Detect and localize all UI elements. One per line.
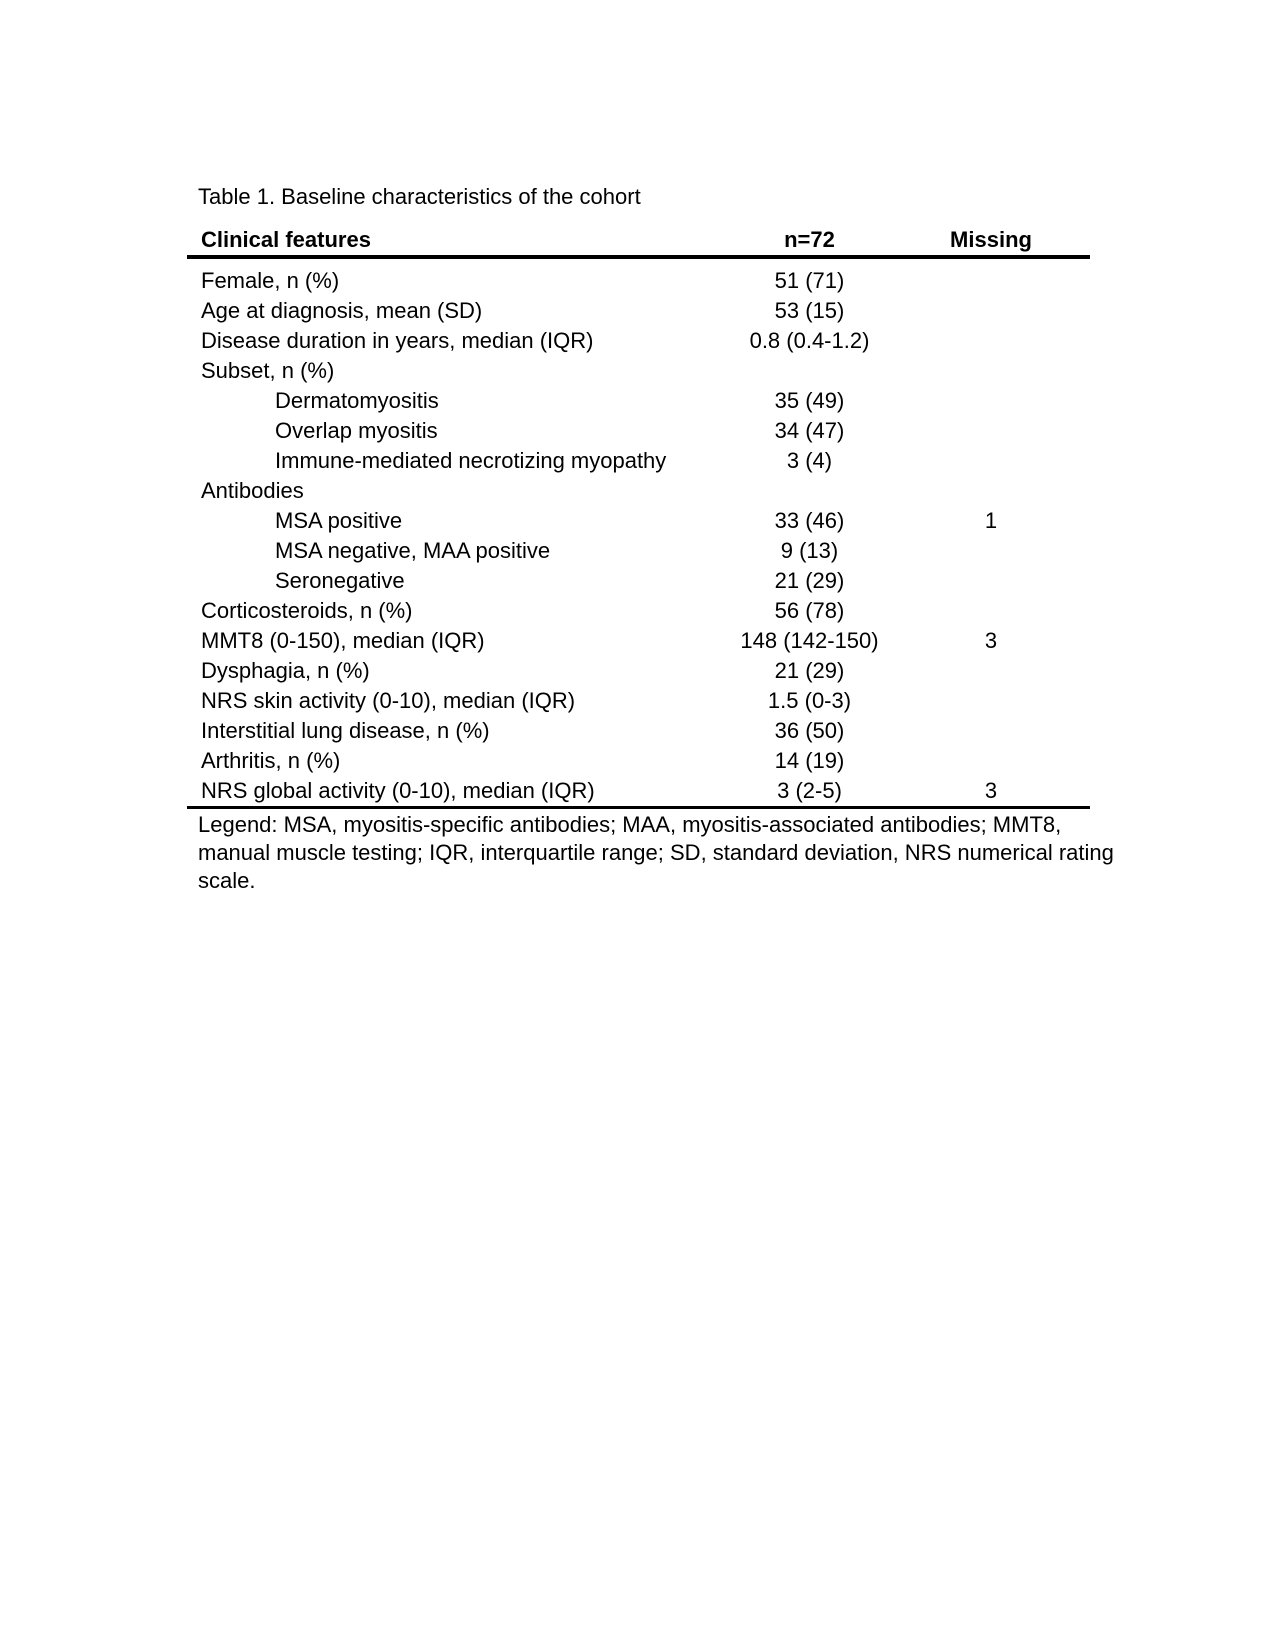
row-value: 35 (49) bbox=[774, 388, 845, 413]
row-missing bbox=[912, 259, 1090, 296]
table-row bbox=[187, 506, 1090, 536]
document-content bbox=[187, 182, 1114, 895]
table-row bbox=[187, 446, 1090, 476]
table-caption: Table 1. Baseline characteristics of the cohort bbox=[198, 184, 641, 209]
table-row bbox=[187, 536, 1090, 566]
row-missing bbox=[912, 656, 1090, 686]
table-row bbox=[187, 626, 1090, 656]
row-missing bbox=[912, 386, 1090, 416]
row-missing bbox=[912, 356, 1090, 386]
row-value: 0.8 (0.4-1.2) bbox=[749, 328, 870, 353]
row-missing: 3 bbox=[984, 628, 998, 653]
row-label: Disease duration in years, median (IQR) bbox=[201, 328, 594, 353]
row-missing bbox=[912, 416, 1090, 446]
row-label: MMT8 (0-150), median (IQR) bbox=[201, 628, 485, 653]
legend-line-3: scale. bbox=[198, 868, 256, 893]
row-value: 3 (4) bbox=[786, 448, 833, 473]
row-label: Overlap myositis bbox=[275, 418, 438, 443]
row-label: Corticosteroids, n (%) bbox=[201, 598, 413, 623]
row-label: Immune-mediated necrotizing myopathy bbox=[275, 448, 667, 473]
row-value bbox=[707, 356, 912, 386]
row-value: 3 (2-5) bbox=[707, 776, 912, 809]
row-value: 21 (29) bbox=[774, 568, 845, 593]
row-value: 53 (15) bbox=[774, 298, 845, 323]
column-header-clinical-features: Clinical features bbox=[187, 225, 707, 259]
table-row bbox=[187, 716, 1090, 746]
row-missing bbox=[912, 716, 1090, 746]
baseline-characteristics-table bbox=[187, 225, 1090, 809]
row-missing bbox=[912, 686, 1090, 716]
row-missing bbox=[912, 596, 1090, 626]
table-body bbox=[187, 259, 1090, 809]
row-missing bbox=[912, 746, 1090, 776]
legend-line-2: manual muscle testing; IQR, interquartile range; SD, standard deviation, NRS numerical rating bbox=[198, 840, 1114, 865]
row-label: Dermatomyositis bbox=[275, 388, 439, 413]
table-legend bbox=[198, 811, 1114, 895]
row-value: 21 (29) bbox=[774, 658, 845, 683]
row-value: 1.5 (0-3) bbox=[767, 688, 852, 713]
column-header-missing: Missing bbox=[912, 225, 1090, 259]
table-row bbox=[187, 416, 1090, 446]
row-missing bbox=[912, 446, 1090, 476]
table-row bbox=[187, 656, 1090, 686]
table-row bbox=[187, 356, 1090, 386]
row-value: 51 (71) bbox=[774, 268, 845, 293]
legend-line-1: Legend: MSA, myositis-specific antibodies; MAA, myositis-associated antibodies; MMT8, bbox=[198, 812, 1062, 837]
row-missing bbox=[912, 536, 1090, 566]
row-missing: 3 bbox=[912, 776, 1090, 809]
row-missing bbox=[912, 326, 1090, 356]
row-value: 14 (19) bbox=[774, 748, 845, 773]
row-label: NRS global activity (0-10), median (IQR) bbox=[187, 776, 707, 809]
row-label: NRS skin activity (0-10), median (IQR) bbox=[201, 688, 576, 713]
table-row bbox=[187, 776, 1090, 809]
row-label: Interstitial lung disease, n (%) bbox=[201, 718, 490, 743]
table-header-row bbox=[187, 225, 1090, 259]
row-missing: 1 bbox=[984, 508, 998, 533]
table-row bbox=[187, 746, 1090, 776]
row-label: Arthritis, n (%) bbox=[201, 748, 341, 773]
row-value: 9 (13) bbox=[780, 538, 839, 563]
row-value: 36 (50) bbox=[774, 718, 845, 743]
row-label: Age at diagnosis, mean (SD) bbox=[201, 298, 483, 323]
table-row bbox=[187, 476, 1090, 506]
table-row bbox=[187, 259, 1090, 296]
row-value bbox=[707, 476, 912, 506]
table-row bbox=[187, 596, 1090, 626]
column-header-n72: n=72 bbox=[707, 225, 912, 259]
row-label: Dysphagia, n (%) bbox=[201, 658, 370, 683]
table-row bbox=[187, 566, 1090, 596]
row-missing bbox=[912, 476, 1090, 506]
row-label: Subset, n (%) bbox=[201, 358, 335, 383]
row-value: 148 (142-150) bbox=[740, 628, 879, 653]
row-value: 34 (47) bbox=[774, 418, 845, 443]
row-missing bbox=[912, 296, 1090, 326]
row-label: MSA positive bbox=[275, 508, 403, 533]
row-value: 33 (46) bbox=[774, 508, 845, 533]
table-row bbox=[187, 326, 1090, 356]
row-value: 56 (78) bbox=[774, 598, 845, 623]
row-missing bbox=[912, 566, 1090, 596]
table-row bbox=[187, 386, 1090, 416]
table-row bbox=[187, 686, 1090, 716]
row-label: Seronegative bbox=[275, 568, 405, 593]
table-row bbox=[187, 296, 1090, 326]
row-label: MSA negative, MAA positive bbox=[275, 538, 551, 563]
row-label: Antibodies bbox=[201, 478, 304, 503]
row-label: Female, n (%) bbox=[201, 268, 340, 293]
